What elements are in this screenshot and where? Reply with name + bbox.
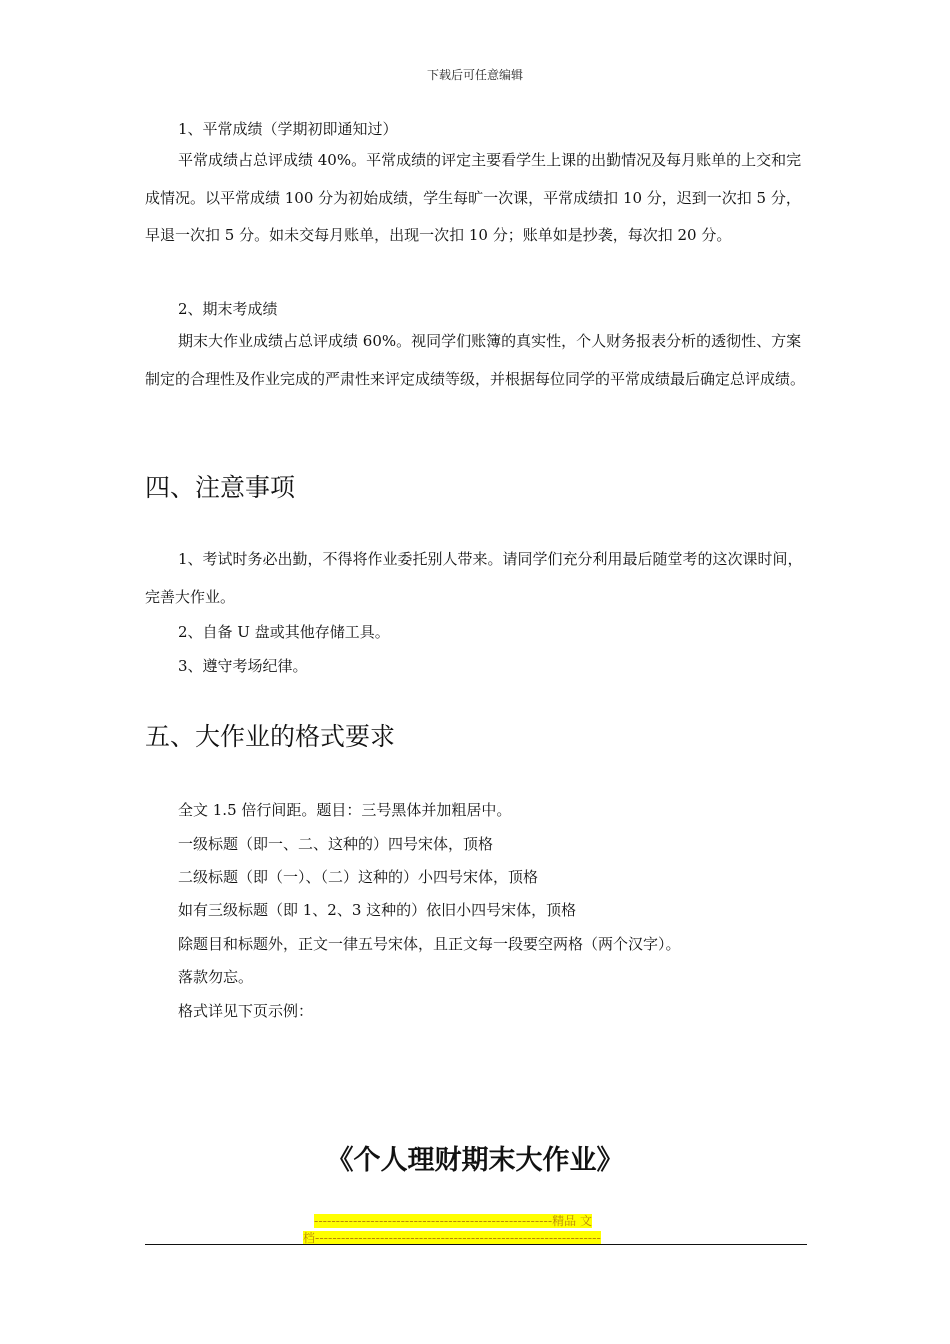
format-line-2: 一级标题（即一、二、这种的）四号宋体，顶格 <box>178 835 494 853</box>
grade-item1-body: 平常成绩占总评成绩 40%。平常成绩的评定主要看学生上课的出勤情况及每月账单的上交和完成情况。以平常成绩 100 分为初始成绩，学生每旷一次课，平常成绩扣 10 分，迟到一次扣 5 分，早退一次扣 5 分。如未交每月账单，出现一次扣 10 分；账单如是抄袭，每次扣 20 分。 <box>145 151 802 244</box>
footer-text-2: 档------------------------------------------------------------------ <box>303 1231 601 1245</box>
format-line-4: 如有三级标题（即 1、2、3 这种的）依旧小四号宋体，顶格 <box>178 901 577 919</box>
page-header: 下载后可任意编辑 <box>426 68 523 82</box>
format-line-7: 格式详见下页示例： <box>178 1002 314 1020</box>
footer-rule <box>145 1244 807 1245</box>
format-line-3: 二级标题（即（一）、（二）这种的）小四号宋体，顶格 <box>178 868 539 886</box>
document-title: 《个人理财期末大作业》 <box>326 1145 624 1176</box>
format-line-1: 全文 1.5 倍行间距。题目：三号黑体并加粗居中。 <box>178 801 512 819</box>
format-line-6: 落款勿忘。 <box>178 968 254 986</box>
section-heading-notes: 四、注意事项 <box>145 473 296 502</box>
grade-item1-title: 1、平常成绩（学期初即通知过） <box>178 120 398 138</box>
notes-item3: 3、遵守考场纪律。 <box>178 657 308 675</box>
footer-text-1: -------------------------------------------------------精品 文 <box>314 1214 592 1228</box>
notes-item2: 2、自备 U 盘或其他存储工具。 <box>178 623 390 641</box>
format-line-5: 除题目和标题外，正文一律五号宋体，且正文每一段要空两格（两个汉字）。 <box>178 935 681 953</box>
grade-item2-body: 期末大作业成绩占总评成绩 60%。视同学们账簿的真实性，个人财务报表分析的透彻性、方案制定的合理性及作业完成的严肃性来评定成绩等级，并根据每位同学的平常成绩最后确定总评成绩。 <box>145 332 806 388</box>
grade-item2-title: 2、期末考成绩 <box>178 300 278 318</box>
section-heading-format: 五、大作业的格式要求 <box>145 722 396 751</box>
notes-item1: 1、考试时务必出勤，不得将作业委托别人带来。请同学们充分利用最后随堂考的这次课时间，完善大作业。 <box>145 550 803 606</box>
